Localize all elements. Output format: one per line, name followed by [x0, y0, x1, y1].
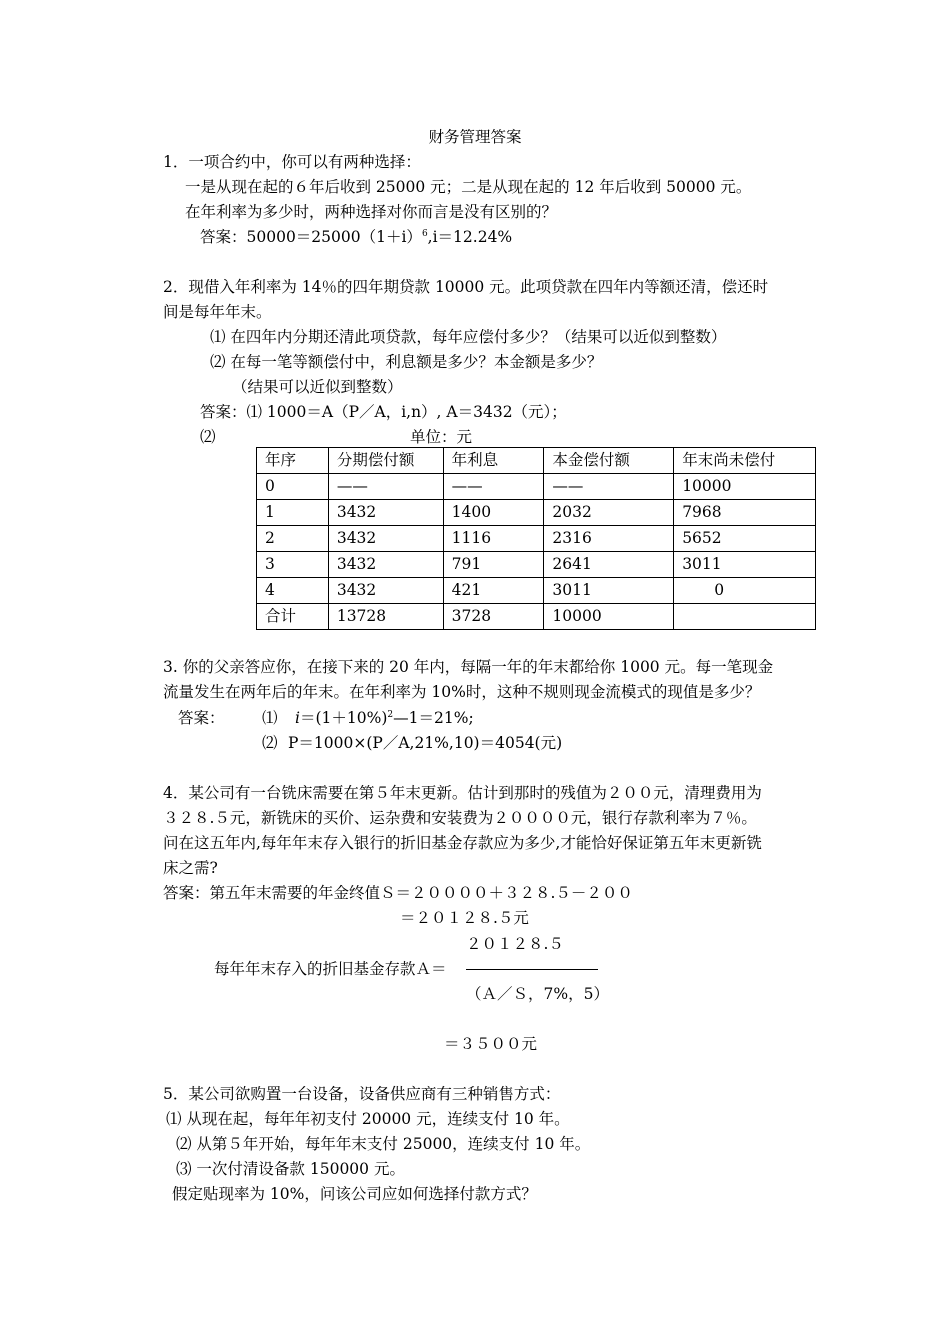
q3-answer-2-number: ⑵ [262, 734, 278, 752]
table-cell [674, 604, 816, 630]
table-cell: 421 [443, 578, 544, 604]
q1-line-1: 1．一项合约中，你可以有两种选择： [163, 153, 421, 171]
table-cell: 0 [257, 474, 329, 500]
table-cell: 5652 [674, 526, 816, 552]
table-row [257, 552, 816, 578]
table-cell: 13728 [328, 604, 443, 630]
table-cell: 0 [674, 578, 816, 604]
table-header-cell: 年序 [257, 448, 329, 474]
q4-fraction-lhs: 每年年末存入的折旧基金存款Ａ＝ [214, 960, 447, 978]
table-row [257, 474, 816, 500]
q2-unit-label: 单位：元 [410, 428, 473, 446]
table-cell: 1116 [443, 526, 544, 552]
table-cell: 2032 [544, 500, 674, 526]
table-cell: 791 [443, 552, 544, 578]
q2-line-3: ⑴ 在四年内分期还清此项贷款，每年应偿付多少？（结果可以近似到整数） [210, 328, 727, 346]
table-total-row [257, 604, 816, 630]
q1-line-2: 一是从现在起的６年后收到 25000 元；二是从现在起的 12 年后收到 50000 元。 [185, 178, 752, 196]
table-cell: 3011 [544, 578, 674, 604]
table-cell: 10000 [544, 604, 674, 630]
q4-fraction-denominator: （Ａ／Ｓ，7%，5） [466, 985, 609, 1003]
q1-line-3: 在年利率为多少时，两种选择对你而言是没有区别的？ [185, 203, 558, 221]
q2-line-2: 间是每年年末。 [163, 303, 272, 321]
table-cell: 4 [257, 578, 329, 604]
table-header-cell: 本金偿付额 [544, 448, 674, 474]
q4-answer-1: 答案：第五年末需要的年金终值Ｓ＝２００００＋３２８.５－２００ [163, 884, 633, 902]
q1-answer [200, 226, 512, 248]
table-cell: 1 [257, 500, 329, 526]
q2-line-5: （结果可以近似到整数） [232, 378, 403, 396]
table-cell: 3432 [328, 552, 443, 578]
table-cell: 1400 [443, 500, 544, 526]
q4-line-3: 问在这五年内,每年年末存入银行的折旧基金存款应为多少,才能恰好保证第五年末更新铣 [163, 834, 762, 852]
q5-line-2: 假定贴现率为 10%，问该公司应如何选择付款方式？ [172, 1185, 537, 1203]
table-cell: 3728 [443, 604, 544, 630]
page-title: 财务管理答案 [428, 128, 522, 146]
q3-line-2: 流量发生在两年后的年末。在年利率为 10%时，这种不规则现金流模式的现值是多少？ [163, 683, 761, 701]
q3-answer-2: P＝1000×(P／A,21%,10)＝4054(元) [288, 734, 563, 752]
table-header-cell: 分期偿付额 [328, 448, 443, 474]
table-cell: 3432 [328, 526, 443, 552]
repayment-table [256, 447, 816, 630]
table-cell: 7968 [674, 500, 816, 526]
q2-line-4: ⑵ 在每一笔等额偿付中，利息额是多少？本金额是多少？ [210, 353, 603, 371]
table-cell: 2641 [544, 552, 674, 578]
q2-answer-2-label: ⑵ [200, 428, 216, 446]
table-cell: —— [443, 474, 544, 500]
q3-answer-1-number: ⑴ [262, 709, 278, 727]
q3-line-1: 3. 你的父亲答应你，在接下来的 20 年内，每隔一年的年末都给你 1000 元。每一笔现金 [163, 658, 774, 676]
table-cell: 10000 [674, 474, 816, 500]
q4-result: ＝３５００元 [444, 1035, 538, 1053]
q4-fraction-numerator: ２０１２８.５ [466, 935, 564, 953]
q4-fraction-bar [466, 969, 598, 970]
q5-option-3: ⑶ 一次付清设备款 150000 元。 [176, 1160, 405, 1178]
table-row [257, 526, 816, 552]
table-cell: 2 [257, 526, 329, 552]
q3-answer-label: 答案： [178, 709, 225, 727]
q4-line-1: 4．某公司有一台铣床需要在第５年末更新。估计到那时的残值为２００元，清理费用为 [163, 784, 762, 802]
table-cell: —— [328, 474, 443, 500]
q3-answer-1 [295, 707, 474, 729]
table-row [257, 500, 816, 526]
table-header-row [257, 448, 816, 474]
table-header-cell: 年利息 [443, 448, 544, 474]
table-cell: 3432 [328, 500, 443, 526]
table-row [257, 578, 816, 604]
table-cell: 2316 [544, 526, 674, 552]
table-header-cell: 年末尚未偿付 [674, 448, 816, 474]
table-cell: 3 [257, 552, 329, 578]
q5-option-1: ⑴ 从现在起，每年年初支付 20000 元，连续支付 10 年。 [166, 1110, 570, 1128]
q5-option-2: ⑵ 从第５年开始，每年年末支付 25000，连续支付 10 年。 [176, 1135, 591, 1153]
q2-answer-1: 答案：⑴ 1000＝A（P／A，i,n）, A＝3432（元）； [200, 403, 567, 421]
table-cell: 3011 [674, 552, 816, 578]
q4-answer-2: ＝２０１２８.５元 [400, 909, 529, 927]
q3-answer-1-part-a: ＝(1＋10%) [299, 709, 388, 727]
q4-line-2: ３２８.５元，新铣床的买价、运杂费和安装费为２００００元，银行存款利率为７％。 [163, 809, 757, 827]
q4-line-4: 床之需? [163, 859, 218, 877]
q1-answer-part-b: ,i＝12.24% [427, 228, 513, 246]
q3-answer-1-exponent: 2 [387, 709, 394, 720]
q1-answer-exponent: 6 [421, 228, 428, 239]
q3-answer-1-variable: i [295, 709, 300, 727]
table-cell: —— [544, 474, 674, 500]
q1-answer-part-a: 答案：50000＝25000（1＋i） [200, 228, 422, 246]
q5-line-1: 5．某公司欲购置一台设备，设备供应商有三种销售方式： [163, 1085, 561, 1103]
q2-line-1: 2．现借入年利率为 14％的四年期贷款 10000 元。此项贷款在四年内等额还清，偿还时 [163, 278, 769, 296]
table-cell: 3432 [328, 578, 443, 604]
q3-answer-1-part-b: —1＝21%; [393, 709, 474, 727]
table-cell: 合计 [257, 604, 329, 630]
